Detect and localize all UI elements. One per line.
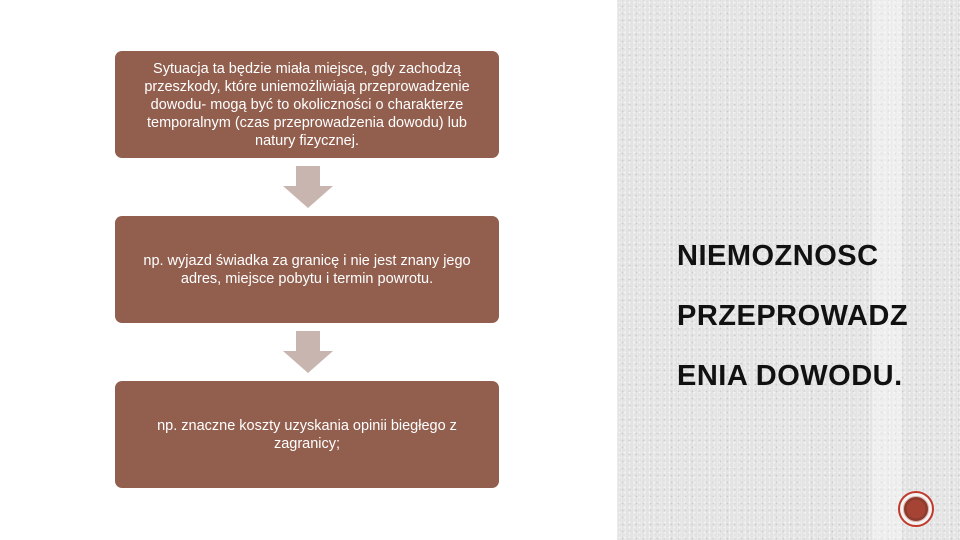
flow-step-1-text: Sytuacja ta będzie miała miejsce, gdy zachodzą przeszkody, które uniemożliwiają przeprowadzenie dowodu- mogą być to okoliczności o charakterze temporalnym (czas przeprowadzenia dowodu) lub natury fizycznej.: [144, 60, 470, 149]
flow-step-2: [115, 216, 499, 323]
title-line-2: PRZEPROWADZ: [677, 300, 909, 332]
flow-step-1: [115, 51, 499, 158]
flow-step-3: [115, 381, 499, 488]
title-line-1: NIEMOZNOSC: [677, 240, 879, 272]
slide-title: [677, 211, 927, 391]
down-arrow-icon: [283, 331, 333, 373]
flow-step-2-text: np. wyjazd świadka za granicę i nie jest znany jego adres, miejsce pobytu i termin powrotu.: [143, 252, 471, 287]
flow-step-3-text: np. znaczne koszty uzyskania opinii biegłego z zagranicy;: [157, 417, 457, 452]
down-arrow-icon: [283, 166, 333, 208]
title-line-3: ENIA DOWODU.: [677, 360, 903, 392]
down-arrow-shape: [283, 331, 333, 373]
circle-badge-icon: [897, 490, 935, 528]
down-arrow-shape: [283, 166, 333, 208]
